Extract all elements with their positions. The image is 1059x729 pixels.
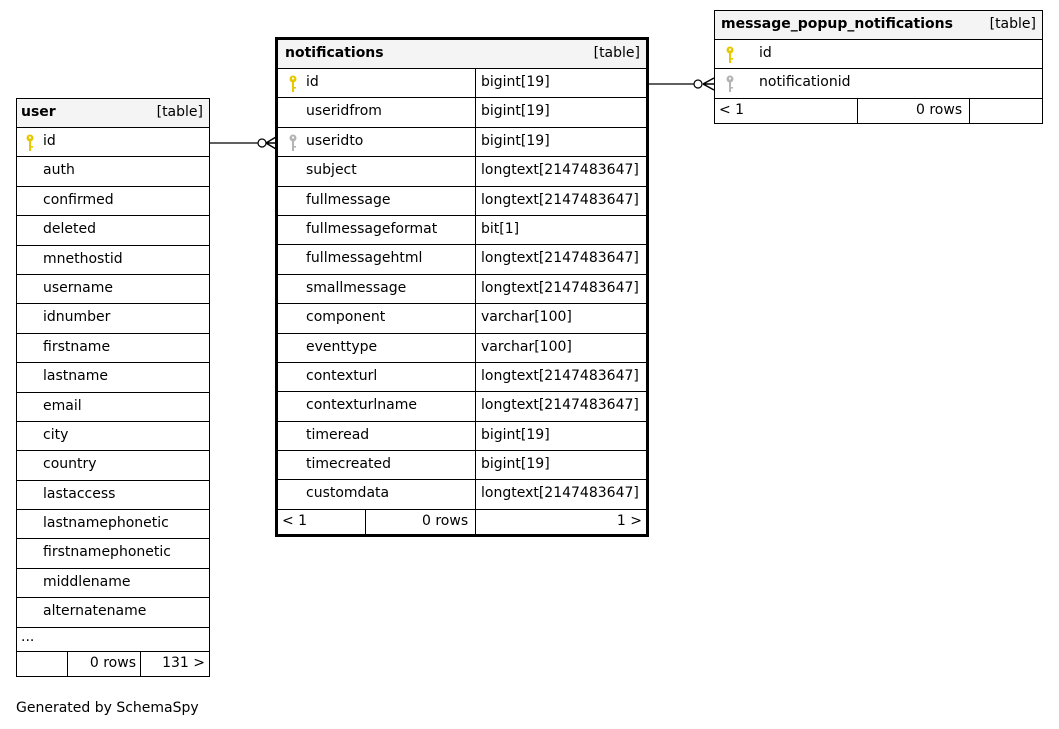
column-name: id — [306, 74, 319, 90]
column-row[interactable] — [278, 128, 646, 157]
footer-children[interactable]: 1 > — [616, 512, 642, 529]
table-header — [278, 40, 646, 69]
footer-parents[interactable]: < 1 — [282, 512, 308, 529]
column-row[interactable] — [715, 40, 1042, 69]
column-row[interactable] — [17, 598, 209, 627]
column-row[interactable] — [17, 422, 209, 451]
table-type: [table] — [156, 104, 203, 120]
column-type: longtext[2147483647] — [481, 162, 639, 179]
edge-zero-marker — [694, 80, 702, 88]
column-row[interactable] — [17, 157, 209, 186]
column-type: bigint[19] — [481, 426, 550, 443]
column-name: lastaccess — [43, 485, 116, 502]
primary-key-icon — [25, 134, 35, 152]
table-user[interactable] — [16, 98, 210, 677]
column-row[interactable] — [278, 187, 646, 216]
column-row[interactable] — [17, 569, 209, 598]
column-row[interactable] — [17, 510, 209, 539]
more-columns-ellipsis — [17, 628, 209, 652]
column-row[interactable] — [278, 157, 646, 186]
column-row[interactable] — [17, 481, 209, 510]
column-type: longtext[2147483647] — [481, 279, 639, 296]
column-name: city — [43, 426, 69, 443]
column-name: email — [43, 397, 82, 414]
column-name: firstnamephonetic — [43, 544, 171, 561]
column-name: id — [43, 133, 56, 149]
column-type: bigint[19] — [481, 456, 550, 473]
column-name: id — [759, 45, 772, 61]
table-footer — [17, 652, 209, 676]
column-name: lastnamephonetic — [43, 515, 169, 532]
column-type: bigint[19] — [481, 103, 550, 120]
table-footer — [715, 99, 1042, 123]
primary-key-icon — [725, 46, 735, 64]
edge-crowfoot — [703, 78, 714, 90]
ellipsis-text: ... — [21, 628, 35, 645]
table-name: message_popup_notifications — [721, 16, 953, 32]
column-name: component — [306, 309, 386, 326]
column-row[interactable] — [17, 187, 209, 216]
table-message-popup-notifications[interactable] — [714, 10, 1043, 124]
column-type: longtext[2147483647] — [481, 250, 639, 267]
column-row[interactable] — [17, 393, 209, 422]
column-name: subject — [306, 162, 357, 179]
column-name: country — [43, 456, 97, 473]
table-header — [17, 99, 209, 128]
table-notifications[interactable] — [275, 37, 649, 537]
column-row[interactable] — [278, 69, 646, 98]
column-row[interactable] — [17, 539, 209, 568]
column-name: timecreated — [306, 456, 391, 473]
foreign-key-icon — [725, 75, 735, 93]
column-name: fullmessage — [306, 191, 391, 208]
generated-by-credit[interactable]: Generated by SchemaSpy — [16, 700, 199, 716]
column-name: auth — [43, 162, 75, 179]
column-type: longtext[2147483647] — [481, 367, 639, 384]
column-row[interactable] — [278, 363, 646, 392]
column-name: fullmessageformat — [306, 220, 438, 237]
table-header — [715, 11, 1042, 40]
column-type: varchar[100] — [481, 338, 572, 355]
column-type: varchar[100] — [481, 309, 572, 326]
column-type: longtext[2147483647] — [481, 485, 639, 502]
foreign-key-icon — [288, 134, 298, 152]
column-name: timeread — [306, 426, 370, 443]
column-row[interactable] — [278, 422, 646, 451]
column-name: notificationid — [759, 74, 851, 91]
column-name: middlename — [43, 573, 131, 590]
column-row[interactable] — [278, 98, 646, 127]
column-name: lastname — [43, 368, 108, 385]
table-name: notifications — [285, 45, 384, 61]
column-type: bigint[19] — [481, 74, 550, 90]
column-type: bigint[19] — [481, 132, 550, 149]
column-name: useridto — [306, 132, 364, 149]
column-row[interactable] — [278, 334, 646, 363]
column-type: longtext[2147483647] — [481, 191, 639, 208]
column-row[interactable] — [278, 245, 646, 274]
primary-key-icon — [288, 75, 298, 93]
column-row[interactable] — [17, 334, 209, 363]
column-row[interactable] — [17, 304, 209, 333]
column-name: contexturl — [306, 367, 378, 384]
column-name: fullmessagehtml — [306, 250, 423, 267]
column-row[interactable] — [715, 69, 1042, 98]
footer-parents[interactable]: < 1 — [719, 101, 745, 118]
column-name: mnethostid — [43, 250, 123, 267]
table-type: [table] — [593, 45, 640, 61]
column-row[interactable] — [278, 392, 646, 421]
column-name: customdata — [306, 485, 390, 502]
column-row[interactable] — [17, 363, 209, 392]
column-type: bit[1] — [481, 220, 520, 237]
column-row[interactable] — [17, 216, 209, 245]
column-name: contexturlname — [306, 397, 417, 414]
column-type: longtext[2147483647] — [481, 397, 639, 414]
column-row[interactable] — [17, 246, 209, 275]
column-row[interactable] — [278, 451, 646, 480]
footer-row-count: 0 rows — [916, 101, 963, 118]
column-name: username — [43, 279, 113, 296]
table-type: [table] — [989, 16, 1036, 32]
column-name: smallmessage — [306, 279, 407, 296]
column-row[interactable] — [278, 304, 646, 333]
column-row[interactable] — [17, 451, 209, 480]
column-row[interactable] — [278, 480, 646, 509]
column-name: useridfrom — [306, 103, 382, 120]
footer-children[interactable]: 131 > — [162, 654, 205, 671]
footer-row-count: 0 rows — [422, 512, 469, 529]
column-row[interactable] — [278, 216, 646, 245]
column-name: firstname — [43, 338, 111, 355]
edge-zero-marker — [258, 139, 266, 147]
table-footer — [278, 510, 646, 534]
column-name: eventtype — [306, 338, 378, 355]
column-name: confirmed — [43, 191, 114, 208]
column-row[interactable] — [17, 275, 209, 304]
column-name: deleted — [43, 221, 96, 238]
column-row[interactable] — [278, 275, 646, 304]
footer-row-count: 0 rows — [89, 654, 136, 671]
column-name: alternatename — [43, 603, 147, 620]
column-row[interactable] — [17, 128, 209, 157]
column-name: idnumber — [43, 309, 111, 326]
table-name: user — [21, 104, 56, 120]
